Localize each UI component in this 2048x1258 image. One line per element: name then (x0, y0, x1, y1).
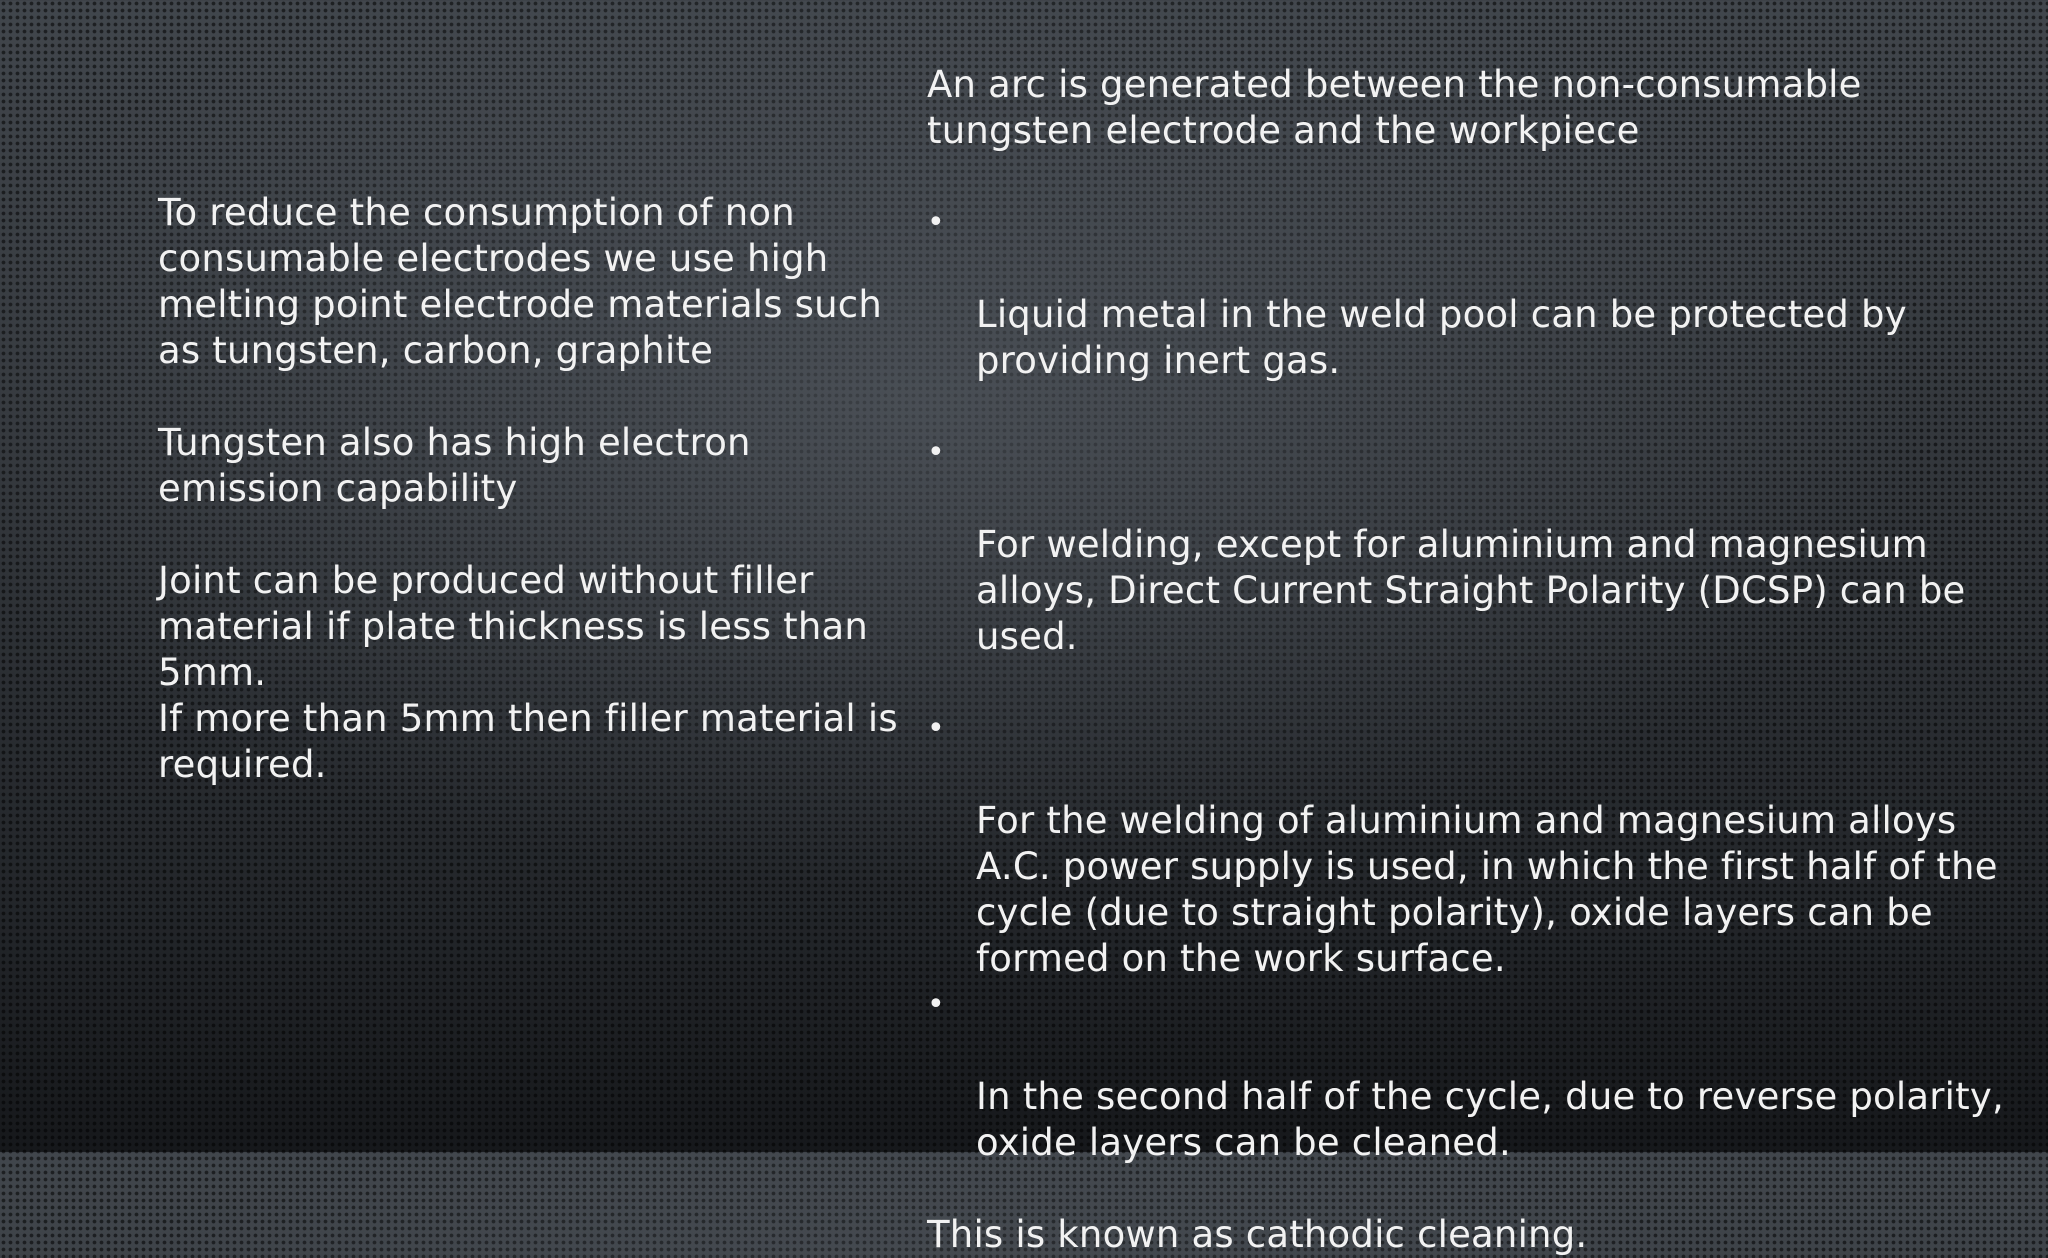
left-text-column (158, 190, 898, 788)
bullet-spacer (927, 384, 2007, 430)
electrode-materials-paragraph: To reduce the consumption of non consumable electrodes we use high melting point electrode materials such as tungsten, carbon, graphite (158, 191, 882, 372)
bullet-text: Liquid metal in the weld pool can be protected by providing inert gas. (976, 293, 1907, 382)
bullet-icon: • (927, 711, 945, 746)
bullet-item-ac-supply (927, 706, 2007, 982)
bullet-icon: • (927, 987, 945, 1022)
arc-intro-paragraph: An arc is generated between the non-consumable tungsten electrode and the workpiece (927, 63, 1862, 152)
bullet-icon: • (927, 435, 945, 470)
bullet-icon: • (927, 205, 945, 240)
bullet-text: In the second half of the cycle, due to reverse polarity, oxide layers can be cleaned. (976, 1075, 2004, 1164)
filler-material-paragraph: Joint can be produced without filler material if plate thickness is less than 5mm. If more than 5mm then filler material is required. (158, 559, 898, 786)
bullet-spacer (927, 660, 2007, 706)
bullet-item-inert-gas (927, 200, 2007, 384)
bullet-text: For the welding of aluminium and magnesium alloys A.C. power supply is used, in which the first half of the cycle (due to straight polarity), oxide layers can be formed on the work surface. (976, 799, 1998, 980)
electron-emission-paragraph: Tungsten also has high electron emission capability (158, 421, 751, 510)
bullet-text: For welding, except for aluminium and magnesium alloys, Direct Current Straight Polarity (DCSP) can be used. (976, 523, 1966, 658)
bullet-item-dcsp (927, 430, 2007, 660)
bullet-item-reverse-polarity (927, 982, 2007, 1166)
bullet-list (927, 200, 2007, 1166)
right-text-column (927, 62, 2007, 1258)
cathodic-cleaning-paragraph: This is known as cathodic cleaning. (927, 1213, 1588, 1256)
